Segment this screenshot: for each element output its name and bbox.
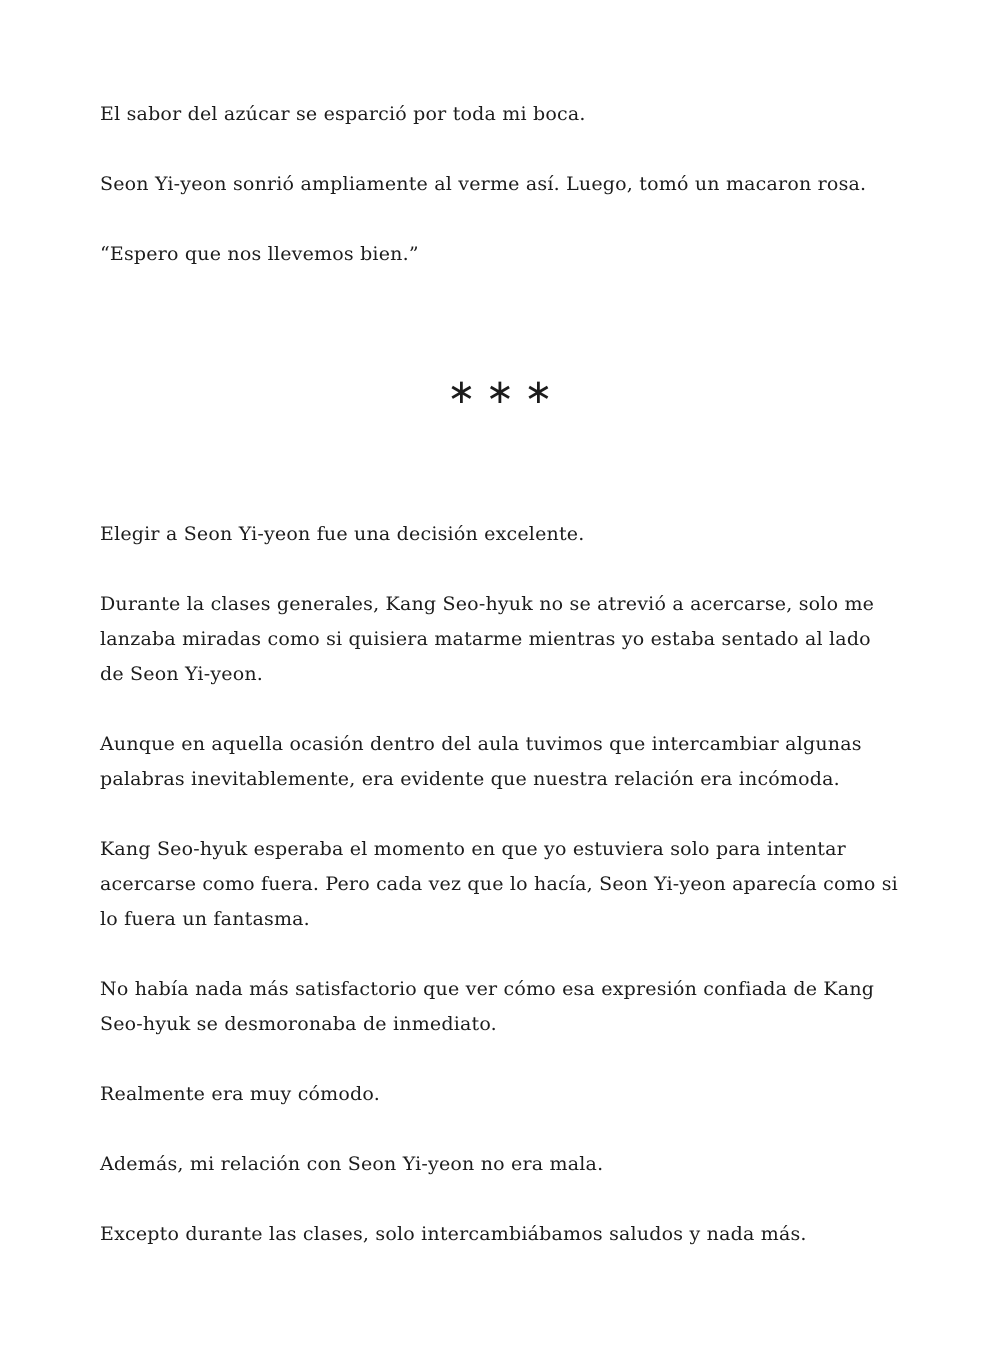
paragraph: Realmente era muy cómodo. xyxy=(100,1083,380,1105)
paragraph: Seon Yi-yeon sonrió ampliamente al verme así. Luego, tomó un macaron rosa. xyxy=(100,173,867,195)
paragraph: Además, mi relación con Seon Yi-yeon no era mala. xyxy=(100,1153,604,1175)
paragraph: El sabor del azúcar se esparció por toda mi boca. xyxy=(100,103,586,125)
scene-separator: ∗∗∗ xyxy=(447,372,563,412)
paragraph: Kang Seo-hyuk esperaba el momento en que yo estuviera solo para intentar acercarse como fuera. Pero cada vez que lo hacía, Seon Yi-yeon aparecía como si lo fuera un fantasma. xyxy=(100,838,898,930)
paragraph: Durante la clases generales, Kang Seo-hyuk no se atrevió a acercarse, solo me lanzaba miradas como si quisiera matarme mientras yo estaba sentado al lado de Seon Yi-yeon. xyxy=(100,593,875,685)
paragraph: Aunque en aquella ocasión dentro del aula tuvimos que intercambiar algunas palabras inevitablemente, era evidente que nuestra relación era incómoda. xyxy=(100,733,862,790)
paragraph: Elegir a Seon Yi-yeon fue una decisión excelente. xyxy=(100,523,585,545)
dialogue-paragraph: “Espero que nos llevemos bien.” xyxy=(100,243,419,265)
paragraph: No había nada más satisfactorio que ver cómo esa expresión confiada de Kang Seo-hyuk se desmoronaba de inmediato. xyxy=(100,978,875,1035)
paragraph: Excepto durante las clases, solo intercambiábamos saludos y nada más. xyxy=(100,1223,807,1245)
